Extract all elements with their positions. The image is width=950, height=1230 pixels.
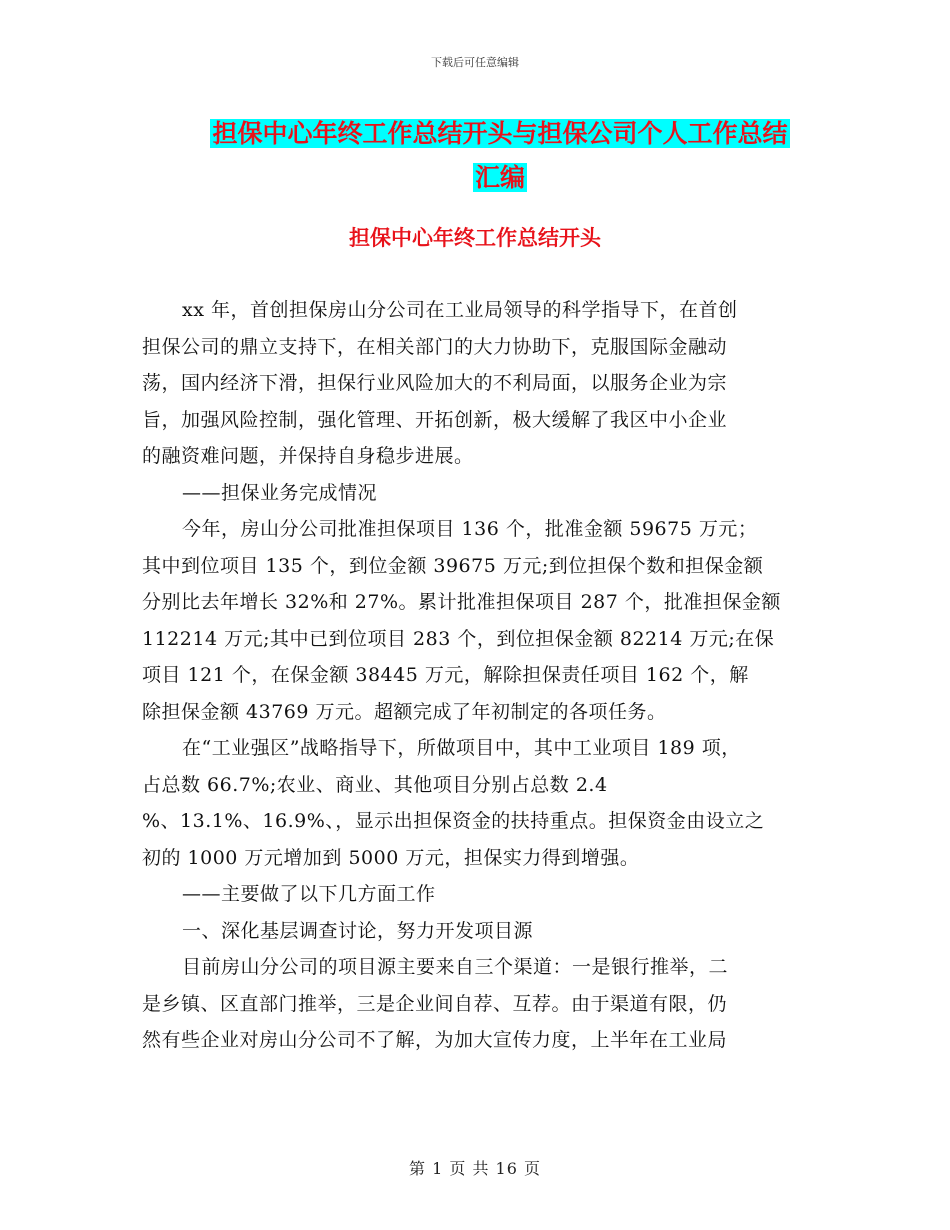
body-line: 荡，国内经济下滑，担保行业风险加大的不利局面，以服务企业为宗 xyxy=(142,372,728,394)
body-line: 担保公司的鼎立支持下，在相关部门的大力协助下，克服国际金融动 xyxy=(142,335,728,358)
body-line: 分别比去年增长 32%和 27%。累计批准担保项目 287 个，批准担保金额 xyxy=(142,591,781,613)
body-line: 除担保金额 43769 万元。超额完成了年初制定的各项任务。 xyxy=(142,700,667,723)
body-line: 其中到位项目 135 个，到位金额 39675 万元;到位担保个数和担保金额 xyxy=(142,554,764,577)
page-header: 下载后可任意编辑 xyxy=(431,56,519,69)
body-line: 初的 1000 万元增加到 5000 万元，担保实力得到增强。 xyxy=(142,846,640,869)
body-line: ——担保业务完成情况 xyxy=(182,481,378,504)
body-line: 在“工业强区”战略指导下，所做项目中，其中工业项目 189 项， xyxy=(182,737,741,759)
title-line-2: 汇编 xyxy=(474,163,525,192)
page-footer: 第 1 页 共 16 页 xyxy=(409,1159,541,1178)
body-line: xx 年，首创担保房山分公司在工业局领导的科学指导下，在首创 xyxy=(182,299,738,321)
document-title xyxy=(190,112,810,200)
section-heading: 担保中心年终工作总结开头 xyxy=(349,225,601,250)
body-line: 占总数 66.7%;农业、商业、其他项目分别占总数 2.4 xyxy=(142,773,608,796)
body-line: %、13.1%、16.9%、，显示出担保资金的扶持重点。担保资金由设立之 xyxy=(142,810,765,832)
body-line: 今年，房山分公司批准担保项目 136 个，批准金额 59675 万元； xyxy=(182,518,758,540)
body-line: 旨，加强风险控制，强化管理、开拓创新，极大缓解了我区中小企业 xyxy=(142,408,728,431)
body-line: 然有些企业对房山分公司不了解，为加大宣传力度，上半年在工业局 xyxy=(142,1029,728,1051)
title-line-1: 担保中心年终工作总结开头与担保公司个人工作总结 xyxy=(212,119,788,148)
body-line: 项目 121 个，在保金额 38445 万元，解除担保责任项目 162 个，解 xyxy=(142,664,749,686)
body-line: 的融资难问题，并保持自身稳步进展。 xyxy=(142,445,474,467)
body-line: ——主要做了以下几方面工作 xyxy=(182,883,436,905)
body-line: 一、深化基层调查讨论，努力开发项目源 xyxy=(182,919,534,942)
body-line: 目前房山分公司的项目源主要来自三个渠道：一是银行推举，二 xyxy=(182,956,729,978)
document-body xyxy=(142,292,808,1059)
body-line: 是乡镇、区直部门推举，三是企业间自荐、互荐。由于渠道有限，仍 xyxy=(142,992,728,1015)
body-line: 112214 万元;其中已到位项目 283 个，到位担保金额 82214 万元;在保 xyxy=(142,627,775,650)
